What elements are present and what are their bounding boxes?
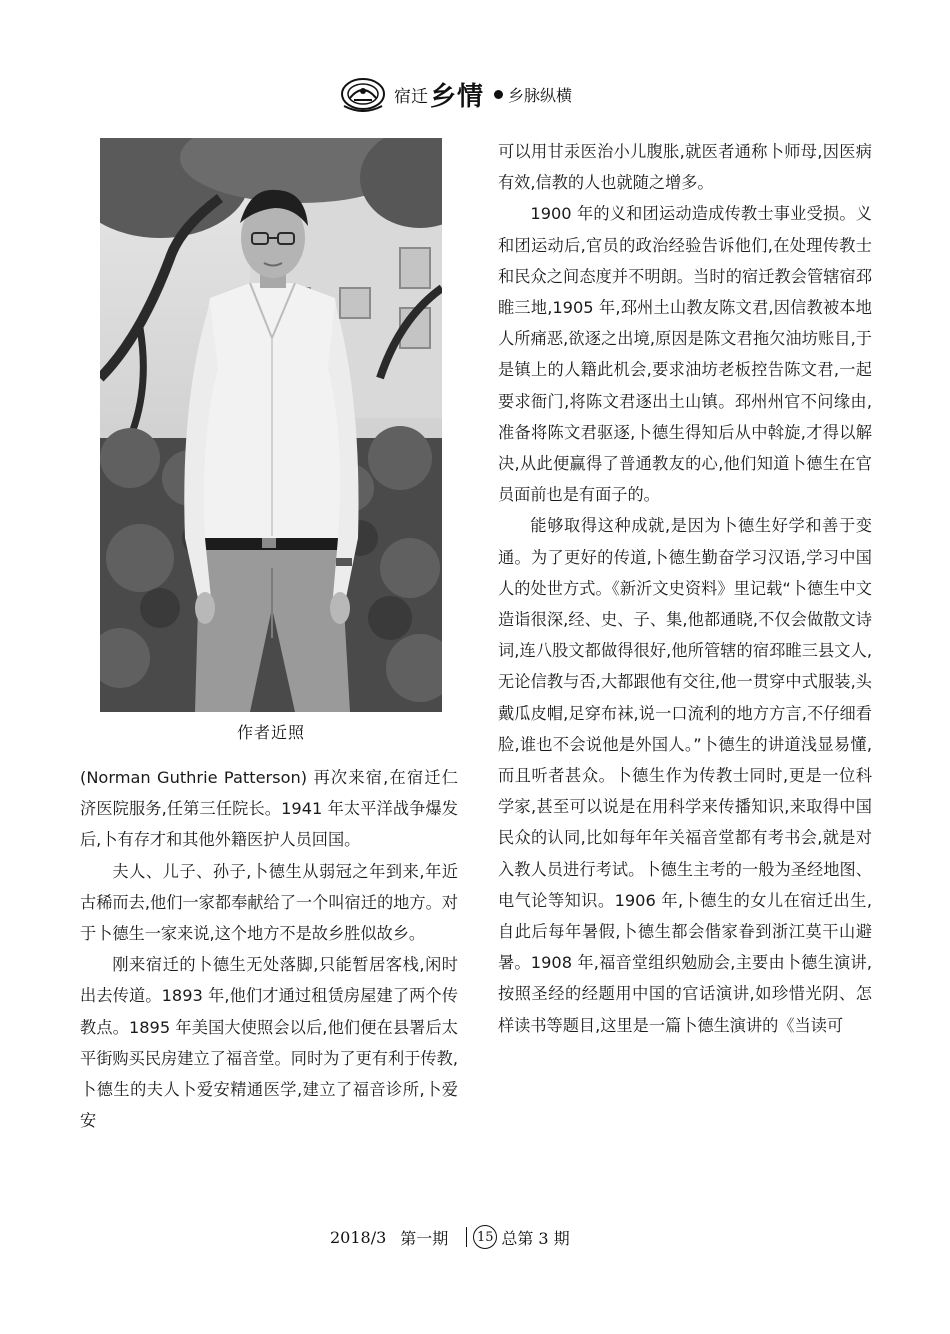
paragraph: 1900 年的义和团运动造成传教士事业受损。义和团运动后,官员的政治经验告诉他们,在处理传教士和民众之间态度并不明朗。当时的宿迁教会管辖宿邳睢三地,1905 年,邳州土山教友陈文君,因信教被本地人所痛恶,欲逐之出境,原因是陈文君拖欠油坊账目,于是镇上的人籍此机会,要求油坊老板控告陈文君,一起要求衙门,将陈文君逐出土山镇。邳州州官不问缘由,准备将陈文君驱逐,卜德生得知后从中斡旋,才得以解决,从此便赢得了普通教友的心,他们知道卜德生在官员面前也是有面子的。 (498, 204, 872, 505)
paragraph: 可以用甘汞医治小儿腹胀,就医者通称卜师母,因医病有效,信教的人也就随之增多。 (498, 142, 872, 193)
paragraph: 夫人、儿子、孙子,卜德生从弱冠之年到来,年近古稀而去,他们一家都奉献给了一个叫宿迁的地方。对于卜德生一家来说,这个地方不是故乡胜似故乡。 (80, 861, 458, 944)
right-column (498, 136, 872, 1041)
page-footer (330, 1222, 570, 1252)
total-issue: 总第 3 期 (501, 1228, 570, 1248)
photo-caption: 作者近照 (236, 723, 305, 742)
magazine-title-prefix: 宿迁 (394, 86, 428, 107)
magazine-title: 乡情 (430, 81, 485, 112)
paragraph: 刚来宿迁的卜德生无处落脚,只能暂居客栈,闲时出去传道。1893 年,他们才通过租赁房屋建了两个传教点。1895 年美国大使照会以后,他们便在县署后太平街购买民房建立了福音堂。同时为了更有利于传教,卜德生的夫人卜爱安精通医学,建立了福音诊所,卜爱安 (80, 955, 458, 1131)
issue-label: 第一期 (400, 1228, 449, 1248)
paragraph: (Norman Guthrie Patterson) 再次来宿,在宿迁仁济医院服务,任第三任院长。1941 年太平洋战争爆发后,卜有存才和其他外籍医护人员回国。 (80, 768, 458, 850)
issue-date: 2018/3 (330, 1227, 387, 1247)
paragraph: 能够取得这种成就,是因为卜德生好学和善于变通。为了更好的传道,卜德生勤奋学习汉语,学习中国人的处世方式。《新沂文史资料》里记载“卜德生中文造诣很深,经、史、子、集,他都通晓,不仅会做散文诗词,连八股文都做得很好,他所管辖的宿邳睢三县文人,无论信教与否,大都跟他有交往,他一贯穿中式服装,头戴瓜皮帽,足穿布袜,说一口流利的地方方言,不仔细看脸,谁也不会说他是外国人。”卜德生的讲道浅显易懂,而且听者甚众。卜德生作为传教士同时,更是一位科学家,甚至可以说是在用科学来传播知识,来取得中国民众的认同,比如每年年关福音堂都有考书会,就是对入教人员进行考试。卜德生主考的一般为圣经地图、电气论等知识。1906 年,卜德生的女儿在宿迁出生,自此后每年暑假,卜德生都会偕家眷到浙江莫干山避暑。1908 年,福音堂组织勉励会,主要由卜德生演讲,按照圣经的经题用中国的官话演讲,如珍惜光阴、怎样读书等题目,这里是一篇卜德生演讲的《当读可 (498, 516, 872, 1035)
footer-divider (466, 1227, 467, 1247)
author-photo (100, 138, 442, 712)
author-photo-image (100, 138, 442, 712)
bullet-icon (494, 90, 503, 99)
magazine-emblem-icon (340, 76, 386, 112)
left-column (80, 762, 458, 1136)
section-name: 乡脉纵横 (508, 85, 573, 105)
running-header (340, 74, 572, 114)
page-number: 15 (473, 1225, 497, 1249)
